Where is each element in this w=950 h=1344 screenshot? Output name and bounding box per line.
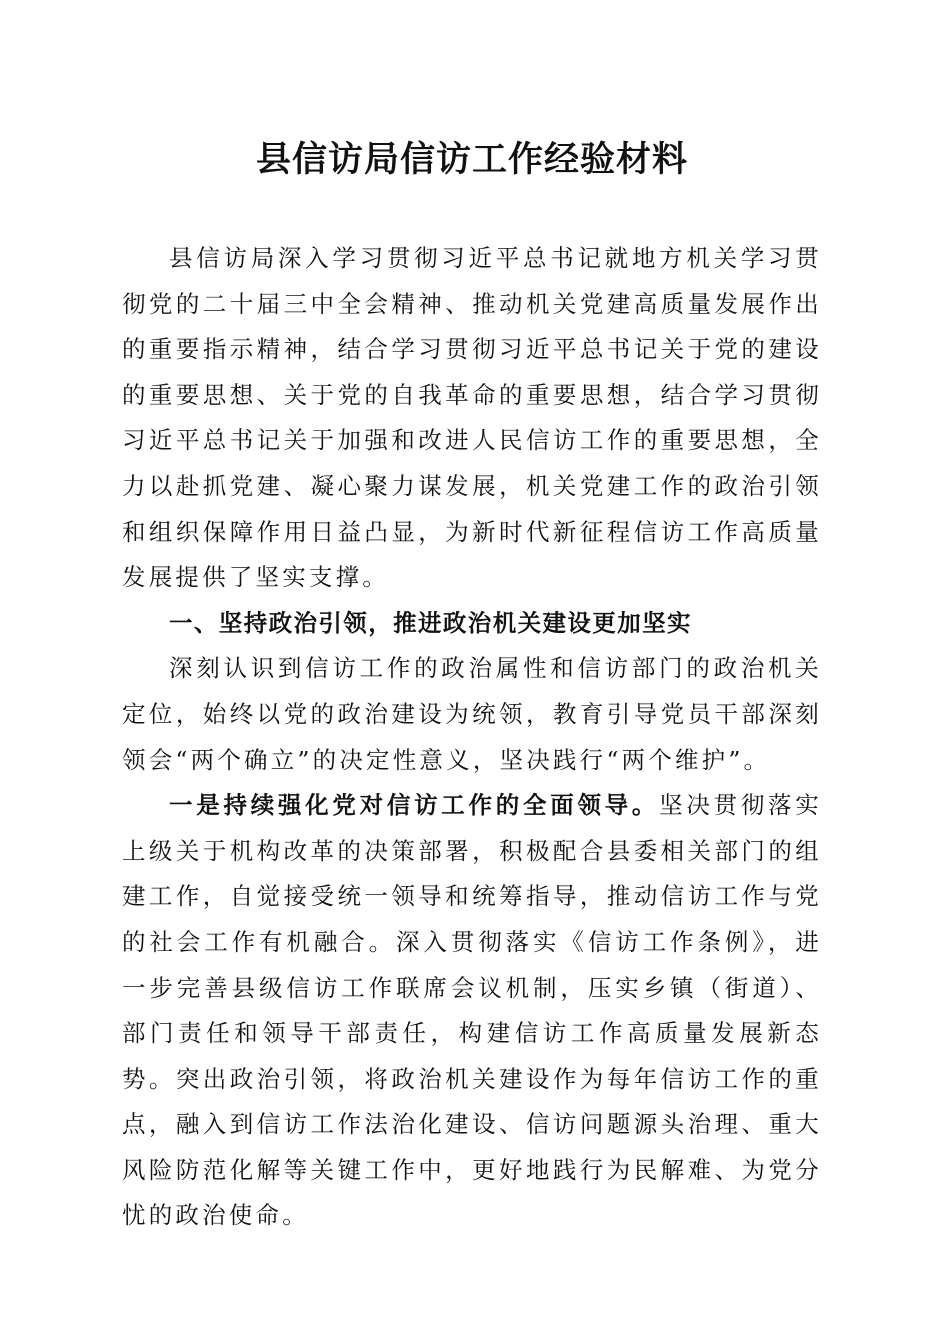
- point-1-text: 坚决贯彻落实上级关于机构改革的决策部署，积极配合县委相关部门的组建工作，自觉接受统一领导和统筹指导，推动信访工作与党的社会工作有机融合。深入贯彻落实《信访工作条例》，进一步完善县级信访工作联席会议机制，压实乡镇（街道）、部门责任和领导干部责任，构建信访工作高质量发展新态势。突出政治引领，将政治机关建设作为每年信访工作的重点，融入到信访工作法治化建设、信访问题源头治理、重大风险防范化解等关键工作中，更好地践行为民解难、为党分忧的政治使命。: [122, 791, 822, 1230]
- section-1-heading: 一、坚持政治引领，推进政治机关建设更加坚实: [169, 608, 692, 637]
- document-body: [122, 236, 822, 1239]
- document-title: 县信访局信访工作经验材料: [255, 140, 688, 180]
- point-1-lead: 一是持续强化党对信访工作的全面领导。: [169, 791, 660, 820]
- intro-paragraph: 县信访局深入学习贯彻习近平总书记就地方机关学习贯彻党的二十届三中全会精神、推动机关党建高质量发展作出的重要指示精神，结合学习贯彻习近平总书记关于党的建设的重要思想、关于党的自我革命的重要思想，结合学习贯彻习近平总书记关于加强和改进人民信访工作的重要思想，全力以赴抓党建、凝心聚力谋发展，机关党建工作的政治引领和组织保障作用日益凸显，为新时代新征程信访工作高质量发展提供了坚实支撑。: [122, 244, 822, 592]
- section-1-paragraph: 深刻认识到信访工作的政治属性和信访部门的政治机关定位，始终以党的政治建设为统领，教育引导党员干部深刻领会“两个确立”的决定性意义，坚决践行“两个维护”。: [122, 654, 822, 774]
- section-1-point-1: [122, 783, 822, 1239]
